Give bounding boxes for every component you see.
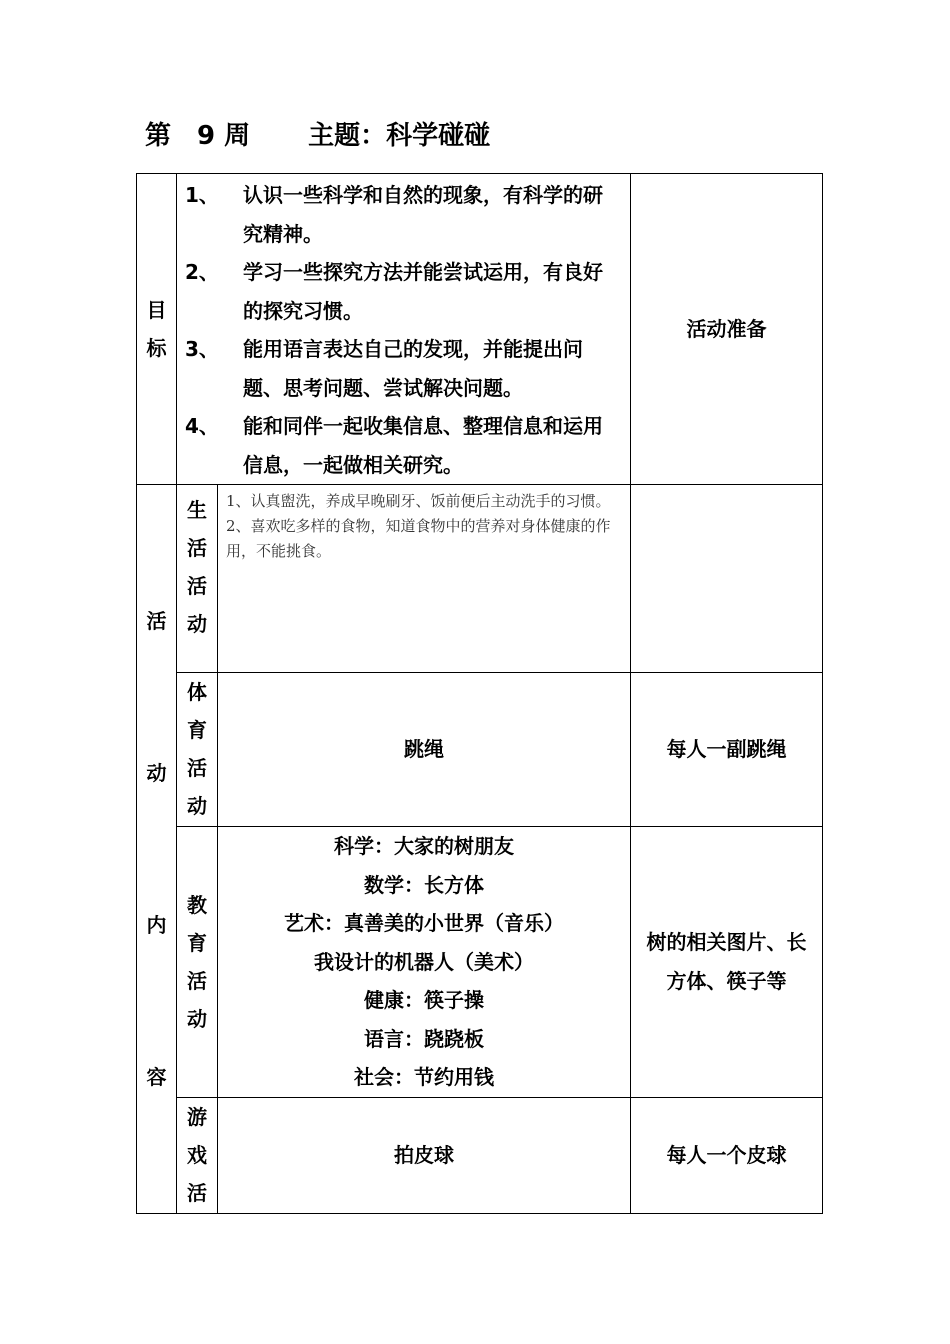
life-line: 1、认真盥洗，养成早晚刷牙、饭前便后主动洗手的习惯。 (226, 492, 611, 510)
week-label: 第 9 周 (145, 121, 251, 151)
weekly-plan-table (136, 173, 823, 1214)
education-line: 语言：跷跷板 (364, 1026, 484, 1051)
education-row (137, 827, 823, 1098)
page-title (145, 116, 490, 156)
goal-item (185, 407, 622, 484)
life-label-char: 动 (187, 612, 207, 636)
goal-number: 2、 (185, 260, 219, 284)
activities-label-cell (137, 485, 177, 1214)
goal-number: 1、 (185, 183, 219, 207)
education-label-cell (177, 827, 218, 1098)
education-prep: 树的相关图片、长方体、筷子等 (631, 827, 823, 1098)
sports-label-char: 动 (187, 794, 207, 818)
goals-label-char: 标 (146, 336, 167, 360)
game-prep: 每人一个皮球 (631, 1097, 823, 1213)
goals-list (177, 174, 631, 485)
goal-text: 能用语言表达自己的发现，并能提出问题、思考问题、尝试解决问题。 (243, 337, 583, 400)
education-label-char: 教 (187, 892, 207, 917)
goal-number: 3、 (185, 337, 219, 361)
education-label-char: 育 (187, 930, 207, 955)
game-row (137, 1097, 823, 1213)
education-line: 健康：筷子操 (364, 988, 484, 1012)
education-line: 数学：长方体 (364, 872, 484, 897)
game-content: 拍皮球 (218, 1097, 631, 1213)
goal-text: 学习一些探究方法并能尝试运用，有良好的探究习惯。 (243, 260, 603, 323)
sports-content: 跳绳 (218, 673, 631, 827)
education-line: 社会：节约用钱 (354, 1065, 494, 1089)
life-line: 2、喜欢吃多样的食物，知道食物中的营养对身体健康的作用，不能挑食。 (226, 517, 611, 560)
activities-label-char: 容 (146, 1064, 167, 1089)
education-content (218, 827, 631, 1098)
education-line: 我设计的机器人（美术） (314, 949, 534, 974)
education-label-char: 动 (187, 1006, 207, 1031)
goal-number: 4、 (185, 414, 219, 438)
sports-label-char: 活 (187, 756, 207, 780)
sports-row (137, 673, 823, 827)
life-prep (631, 485, 823, 673)
goals-row (137, 174, 823, 485)
goal-text: 能和同伴一起收集信息、整理信息和运用信息，一起做相关研究。 (243, 414, 603, 477)
life-label-char: 生 (187, 498, 207, 522)
goal-item (185, 176, 622, 253)
sports-prep: 每人一副跳绳 (631, 673, 823, 827)
goal-text: 认识一些科学和自然的现象，有科学的研究精神。 (243, 183, 603, 246)
sports-label-char: 育 (187, 718, 207, 742)
game-label-cell (177, 1097, 218, 1213)
goal-item (185, 330, 622, 407)
activities-label-char: 活 (146, 608, 167, 633)
game-label-char: 游 (187, 1104, 207, 1129)
game-label-char: 戏 (187, 1142, 207, 1167)
theme-label: 主题：科学碰碰 (308, 121, 491, 151)
goals-label-char: 目 (146, 298, 167, 322)
education-line: 艺术：真善美的小世界（音乐） (284, 911, 564, 935)
activities-label-char: 内 (146, 912, 167, 937)
life-row (137, 485, 823, 673)
life-label-char: 活 (187, 574, 207, 598)
life-label-char: 活 (187, 536, 207, 560)
goal-item (185, 253, 622, 330)
life-content (218, 485, 631, 673)
prep-header: 活动准备 (631, 174, 823, 485)
game-label-char: 活 (187, 1180, 207, 1205)
life-label-cell (177, 485, 218, 673)
education-line: 科学：大家的树朋友 (334, 834, 514, 858)
education-label-char: 活 (187, 968, 207, 993)
sports-label-char: 体 (187, 680, 207, 704)
sports-label-cell (177, 673, 218, 827)
goals-label-cell (137, 174, 177, 485)
activities-label-char: 动 (146, 760, 167, 785)
